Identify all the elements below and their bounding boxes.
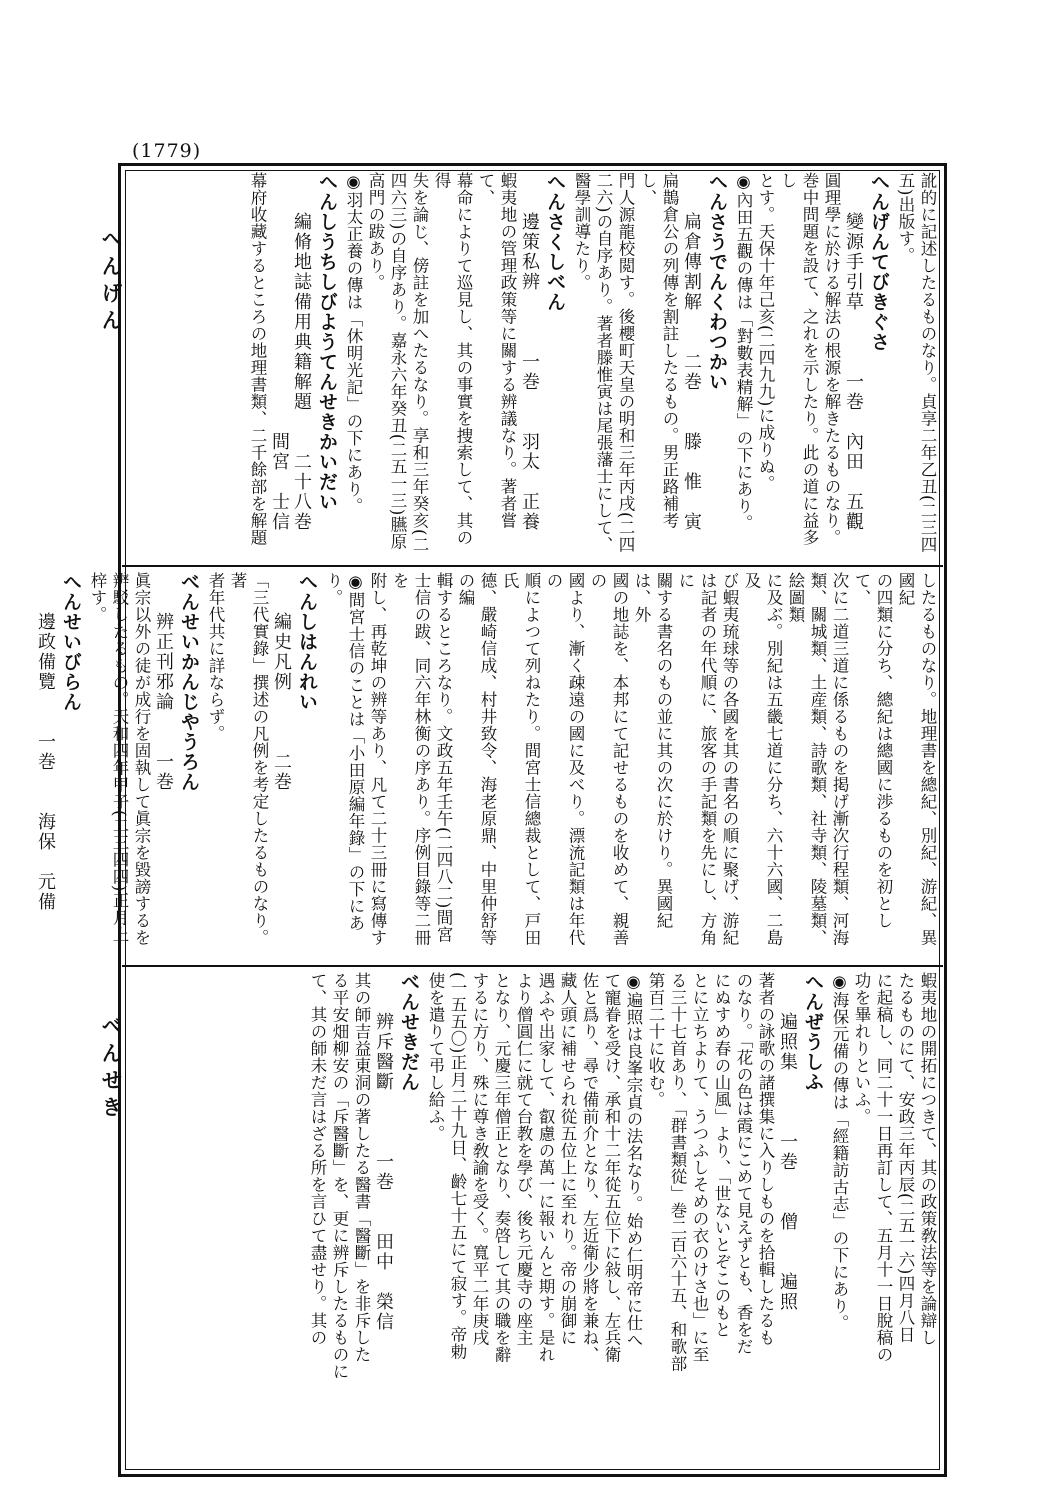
text-line: に起稿し、同二十一日再訂して、五月十一日脫稿の [874,972,893,1363]
text-line: ◉遍照は良峯宗貞の法名なり。始め仁明帝に仕へ [624,972,643,1349]
text-line: となり、元慶三年僧正となり、奏啓して其の職を辭 [492,972,511,1363]
text-line: 醫學訓導たり。 [572,172,591,291]
entry-reading: べんせいかんじやうろん [178,572,200,792]
text-line: 「三代實錄」撰述の凡例を考定したるものなり。著 [228,572,269,946]
entry-title: 編脩地誌備用典籍解題 二十八巻 [291,172,312,532]
text-line: (一五五〇)正月二十九日、齡七十五にて寂す。帝勅 [448,972,467,1360]
text-block-bottom [130,972,938,1470]
text-line: のなり。「花の色は霞にこめて見えずとも、香をだ [734,972,753,1355]
text-line: る平安畑柳安の「斥醫斷」を、更に辨斥したるものに [330,972,349,1380]
text-line: び蝦夷琉球等の各國を其の書名の順に聚げ、游紀 [720,572,739,946]
text-line: は記者の年代順に、旅客の手記類を先にし、方角に [676,572,717,946]
text-line: ◉羽太正養の傳は「休明光記」の下にあり。 [344,172,363,515]
text-line: 使を遣りて弔し給ふ。 [426,972,445,1142]
text-line: 幕府收藏するところの地理書類、二千餘部を解題 [248,172,267,546]
text-line: 眞宗以外の徒が成行を固執して眞宗を毀謗するを [132,572,151,946]
text-line: 巻中問題を設て、之れを示したり。此の道に益多し [778,172,819,546]
text-line: 功を畢れりといふ。 [852,972,871,1125]
text-block-middle [35,572,938,960]
side-label-bottom: べんせき [99,1015,124,1123]
text-line: 國より、漸く疎遠の國に及べり。漂流記類は年代の [544,572,585,946]
text-line: 圓理學に於ける解法の根源を解きたるものなり。 [822,172,841,546]
text-line: 五)出版す。 [896,172,915,264]
text-line: 者年代共に詳ならず。 [206,572,225,742]
entry-reading: へんげんてびきぐさ [868,172,890,352]
text-line: にぬすめ春の山風」より、「世ないとぞこのもと [712,972,731,1338]
text-line: て、其の師未だ言はざる所を言ひて盡せり。其の [308,972,327,1346]
text-line: て寵眷を受け、承和十二年從五位下に敍し、左兵衛 [602,972,621,1363]
entry-title: 邊策私辨 一巻 羽太 正養 [519,172,540,532]
text-line: 類、關城類、土産類、詩歌類、社寺類、陵墓類、絵圖類 [786,572,827,946]
text-line: 士信の跋、同六年林衡の序あり。序例目錄等二冊を [390,572,431,946]
entry-title: 邊政備覽 一巻 海保 元備 [35,572,56,912]
text-line: 蝦夷地の管理政策等に關する辨議なり。著者嘗て、 [476,172,517,529]
entry-title: 編史凡例 二巻 [271,572,292,792]
text-line: ◉內田五觀の傳は「對數表精解」の下にあり。 [734,172,753,532]
text-line: 扁鵲倉公の列傳を割註したるもの。男正路補考し、 [638,172,679,529]
text-line: る三十七首あり、「群書類從」巻二百六十五、和歌部 [668,972,687,1372]
text-line: 第百二十に收む。 [646,972,665,1108]
text-line: 德、嚴崎信成、村井致令、海老原鼎、中里仲舒等の編 [456,572,497,946]
entry-reading: へんぜうしふ [802,972,824,1092]
entry-title: 間宮 士信 [269,172,290,532]
entry-title: 辨斥醫斷 一巻 田中 榮信 [373,972,394,1332]
entry-title: 扁倉傳割解 二巻 滕 惟 寅 [681,172,702,532]
text-line: とに立ちよりて、うつふしそめの衣のけさ也」に至 [690,972,709,1363]
entry-title: 遍照集 一巻 僧 遍照 [777,972,798,1312]
entry-title: 變源手引草 一巻 內田 五觀 [843,172,864,532]
text-line: 遇ふや出家して、叡慮の萬一に報いんと期す。是れ [536,972,555,1363]
entry-reading: へんさくしべん [544,172,566,312]
text-line: 國の地誌を、本邦にて記せるものを收めて、親善の [588,572,629,946]
text-line: 幕命によりて巡見し、其の事實を捜索して、其の得 [432,172,473,546]
text-line: 著者の詠歌の諸撰集に入りしものを拾輯したるも [756,972,775,1346]
text-line: 佐と爲り、尋で備前介となり、左近衛少將を兼ね、 [580,972,599,1363]
text-line: 次に二道三道に係るものを掲げ漸次行程類、河海 [830,572,849,946]
text-line: 二六)の自序あり。著者滕惟寅は尾張藩士にして、 [594,172,613,553]
text-line: より僧圓仁に就て台教を學び、後ち元慶寺の座主 [514,972,533,1346]
entry-title: 辨正刊邪論 一巻 [153,572,174,792]
text-line: 四六三)の自序あり。嘉永六年癸丑(二五一三)臙原 [388,172,407,550]
text-line: 訛的に記述したるものなり。貞享二年乙丑(二三四 [918,172,937,553]
text-line: するに方り、殊に尊き敎諭を受く。寬平二年庚戌 [470,972,489,1346]
text-line: たるものにて、安政三年丙辰(二五一六)四月八日 [896,972,915,1343]
entry-reading: へんせいびらん [60,572,82,712]
page-number: (1779) [132,140,202,162]
entry-reading: へんさうでんくわつかい [706,172,728,392]
text-line: とす。天保十年己亥(二四九九)に成りぬ。 [756,172,775,492]
entry-reading: べんせきだん [398,972,420,1092]
text-line: 關する書名のもの並に其の次に於けり。異國紀は、外 [632,572,673,929]
text-line: 失を論じ、傍註を加へたるなり。享和三年癸亥(二 [410,172,429,553]
entry-reading: へんしうちしびようてんせきかいだい [316,172,338,512]
entry-reading: へんしはんれい [296,572,318,712]
section-divider-upper [122,565,943,567]
text-line: に及ぶ。別紀は五畿七道に分ち、六十六國、二島及 [742,572,783,946]
text-line: ◉海保元備の傳は「經籍訪古志」の下にあり。 [830,972,849,1332]
text-line: 辨駁したるもの。天和四年甲子(二三四四)正月上 [110,572,129,943]
text-block-top [130,172,938,560]
text-line: したるものなり。地理書を總紀、別紀、游紀、異國紀 [896,572,937,946]
text-line: 門人源龍校閲す。後櫻町天皇の明和三年丙戌(二四 [616,172,635,553]
text-line: 順によつて列ねたり。間宮士信總裁として、戸田氏 [500,572,541,946]
text-line: 高門の跋あり。 [366,172,385,291]
section-divider-lower [122,965,943,967]
text-line: 梓す。 [88,572,107,623]
side-label-top: へんげん [99,228,124,336]
text-line: 附し、再乾坤の辨等あり、凡て二十三冊に寫傳す [368,572,387,946]
text-line: 其の師吉益東洞の著したる醫書「醫斷」を非斥した [352,972,371,1363]
text-line: 輯するところなり。文政五年壬午(二四八二)間宮 [434,572,453,943]
text-line: 蝦夷地の開拓につきて、其の政策敎法等を論辯し [918,972,937,1346]
text-line: ◉間宮士信のことは「小田原編年錄」の下にあり。 [324,572,365,932]
text-line: の四類に分ち、總紀は總國に渉るものを初として、 [852,572,893,929]
text-line: 藏人頭に補せられ從五位上に至れり。帝の崩御に [558,972,577,1346]
